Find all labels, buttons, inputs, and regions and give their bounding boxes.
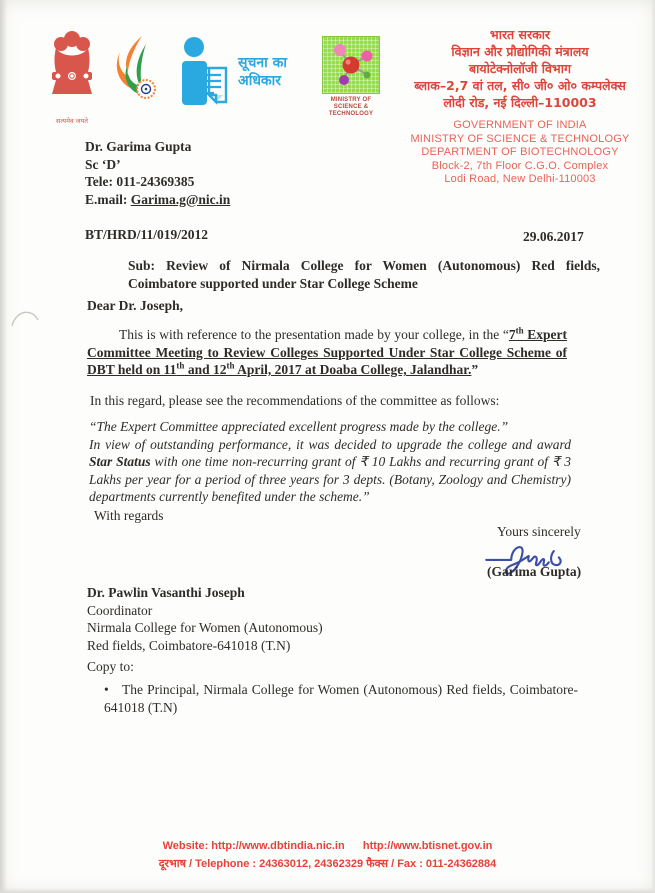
stray-pen-mark bbox=[8, 300, 48, 336]
header-address-english bbox=[385, 119, 655, 187]
paragraph-reference bbox=[87, 326, 567, 379]
signatory-name: (Garima Gupta) bbox=[487, 564, 582, 579]
footer-phone-line: दूरभाष / Telephone : 24363012, 24362329 फैक्स / Fax : 011-24362884 bbox=[158, 858, 497, 870]
rti-person-document-icon bbox=[176, 36, 232, 108]
rti-logo bbox=[176, 36, 301, 108]
address-en-line: GOVERNMENT OF INDIA bbox=[453, 119, 587, 131]
para1-quote-part: Expert Committee Meeting to Review Colleges Supported Under Star College Scheme of DBT held on 11 bbox=[87, 327, 567, 377]
quote-text: In view of outstanding performance, it was decided to upgrade the college and award bbox=[89, 436, 571, 452]
addressee-name: Dr. Pawlin Vasanthi Joseph bbox=[87, 585, 245, 600]
committee-quote-block bbox=[89, 418, 571, 506]
quote-star-status: Star Status bbox=[89, 454, 151, 469]
yours-sincerely: Yours sincerely bbox=[497, 524, 581, 539]
address-en-line: DEPARTMENT OF BIOTECHNOLOGY bbox=[421, 146, 619, 158]
reference-number: BT/HRD/11/019/2012 bbox=[85, 227, 209, 242]
mst-caption bbox=[316, 97, 386, 118]
address-hi-line: लोदी रोड, नई दिल्ली–110003 bbox=[443, 95, 597, 110]
address-en-line: Block-2, 7th Floor C.G.O. Complex bbox=[431, 159, 609, 172]
address-en-line: MINISTRY OF SCIENCE & TECHNOLOGY bbox=[410, 132, 630, 145]
footer-website-line bbox=[0, 837, 655, 855]
ashoka-emblem-icon bbox=[44, 28, 100, 110]
scan-edge-left bbox=[0, 0, 7, 893]
sender-email-line bbox=[85, 191, 230, 209]
address-hi-line: बायोटेक्नोलॉजी विभाग bbox=[468, 61, 571, 76]
quote-line1: “The Expert Committee appreciated excellent progress made by the college.” bbox=[89, 419, 509, 434]
mst-molecule-box bbox=[322, 36, 380, 94]
with-regards: With regards bbox=[94, 508, 164, 523]
address-hi-line: ब्लाक–2,7 वां तल, सी० जी० ओ० कम्पलेक्स bbox=[414, 78, 626, 93]
addressee-line: Coordinator bbox=[87, 602, 153, 618]
scan-edge-bottom bbox=[0, 888, 655, 893]
rti-text bbox=[238, 54, 287, 90]
mst-logo bbox=[316, 36, 386, 118]
quote-body bbox=[89, 436, 571, 506]
footer-website-2: http://www.btisnet.gov.in bbox=[362, 840, 493, 852]
bullet-icon: • bbox=[104, 682, 109, 697]
quote-text: with one time non-recurring grant of ₹ 10 Lakhs and recurring grant of ₹ 3 Lakhs per year for a period of three years for 3 depts. (Botany, Zoology and Chemistry) departments currently benefited under the scheme.” bbox=[89, 454, 571, 504]
mst-caption-line1: MINISTRY OF bbox=[330, 97, 372, 103]
addressee-line: Nirmala College for Women (Autonomous) bbox=[87, 620, 323, 635]
email-address: Garima.g@nic.in bbox=[130, 191, 231, 207]
addressee-block bbox=[87, 584, 323, 654]
paragraph-recommendations-intro: In this regard, please see the recommendations of the committee as follows: bbox=[90, 393, 500, 408]
para1-suffix: ” bbox=[471, 362, 479, 377]
mst-caption-line2: SCIENCE & TECHNOLOGY bbox=[328, 104, 374, 117]
para1-quote-part: and 12 bbox=[184, 362, 227, 377]
para1-prefix: This is with reference to the presentation made by your college, in the “ bbox=[119, 327, 509, 342]
sender-name: Dr. Garima Gupta bbox=[85, 139, 192, 154]
copy-to-label: Copy to: bbox=[87, 659, 134, 674]
sender-telephone: Tele: 011-24369385 bbox=[85, 174, 195, 189]
para1-superscript: th bbox=[515, 325, 524, 336]
emblem-caption: सत्यमेव जयते bbox=[56, 117, 88, 125]
address-hi-line: भारत सरकार bbox=[489, 27, 551, 42]
address-en-line: Lodi Road, New Delhi-110003 bbox=[444, 173, 596, 185]
para1-superscript: th bbox=[226, 360, 235, 371]
national-emblem-logo bbox=[44, 28, 100, 125]
addressee-line: Red fields, Coimbatore-641018 (T.N) bbox=[87, 637, 291, 653]
flame-icon bbox=[112, 34, 164, 108]
email-label: E.mail: bbox=[85, 191, 131, 207]
tricolor-flame-logo bbox=[112, 34, 164, 118]
molecule-icon bbox=[323, 37, 379, 93]
subject-line: Sub: Review of Nirmala College for Women (Autonomous) Red fields, Coimbatore supported under Star College Scheme bbox=[128, 258, 600, 291]
sender-designation: Sc ‘D’ bbox=[85, 156, 121, 172]
rti-text-line1: सूचना का bbox=[238, 55, 288, 71]
copy-to-item bbox=[104, 681, 578, 716]
footer-website-1: Website: http://www.dbtindia.nic.in bbox=[162, 840, 345, 852]
address-hi-line: विज्ञान और प्रौद्योगिकी मंत्रालय bbox=[451, 44, 589, 59]
sender-block bbox=[85, 138, 230, 208]
header-address-hindi bbox=[385, 26, 655, 111]
letter-date: 29.06.2017 bbox=[523, 229, 584, 244]
flame-caption bbox=[112, 113, 164, 118]
rti-text-line2: अधिकार bbox=[238, 73, 282, 89]
para1-superscript: th bbox=[176, 360, 185, 371]
para1-quote-part: 7 bbox=[508, 327, 516, 342]
copy-item-text: The Principal, Nirmala College for Women (Autonomous) Red fields, Coimbatore-641018 (T.N) bbox=[104, 682, 578, 715]
salutation: Dear Dr. Joseph, bbox=[87, 298, 184, 313]
para1-quote-part: April, 2017 at Doaba College, Jalandhar. bbox=[234, 362, 472, 377]
